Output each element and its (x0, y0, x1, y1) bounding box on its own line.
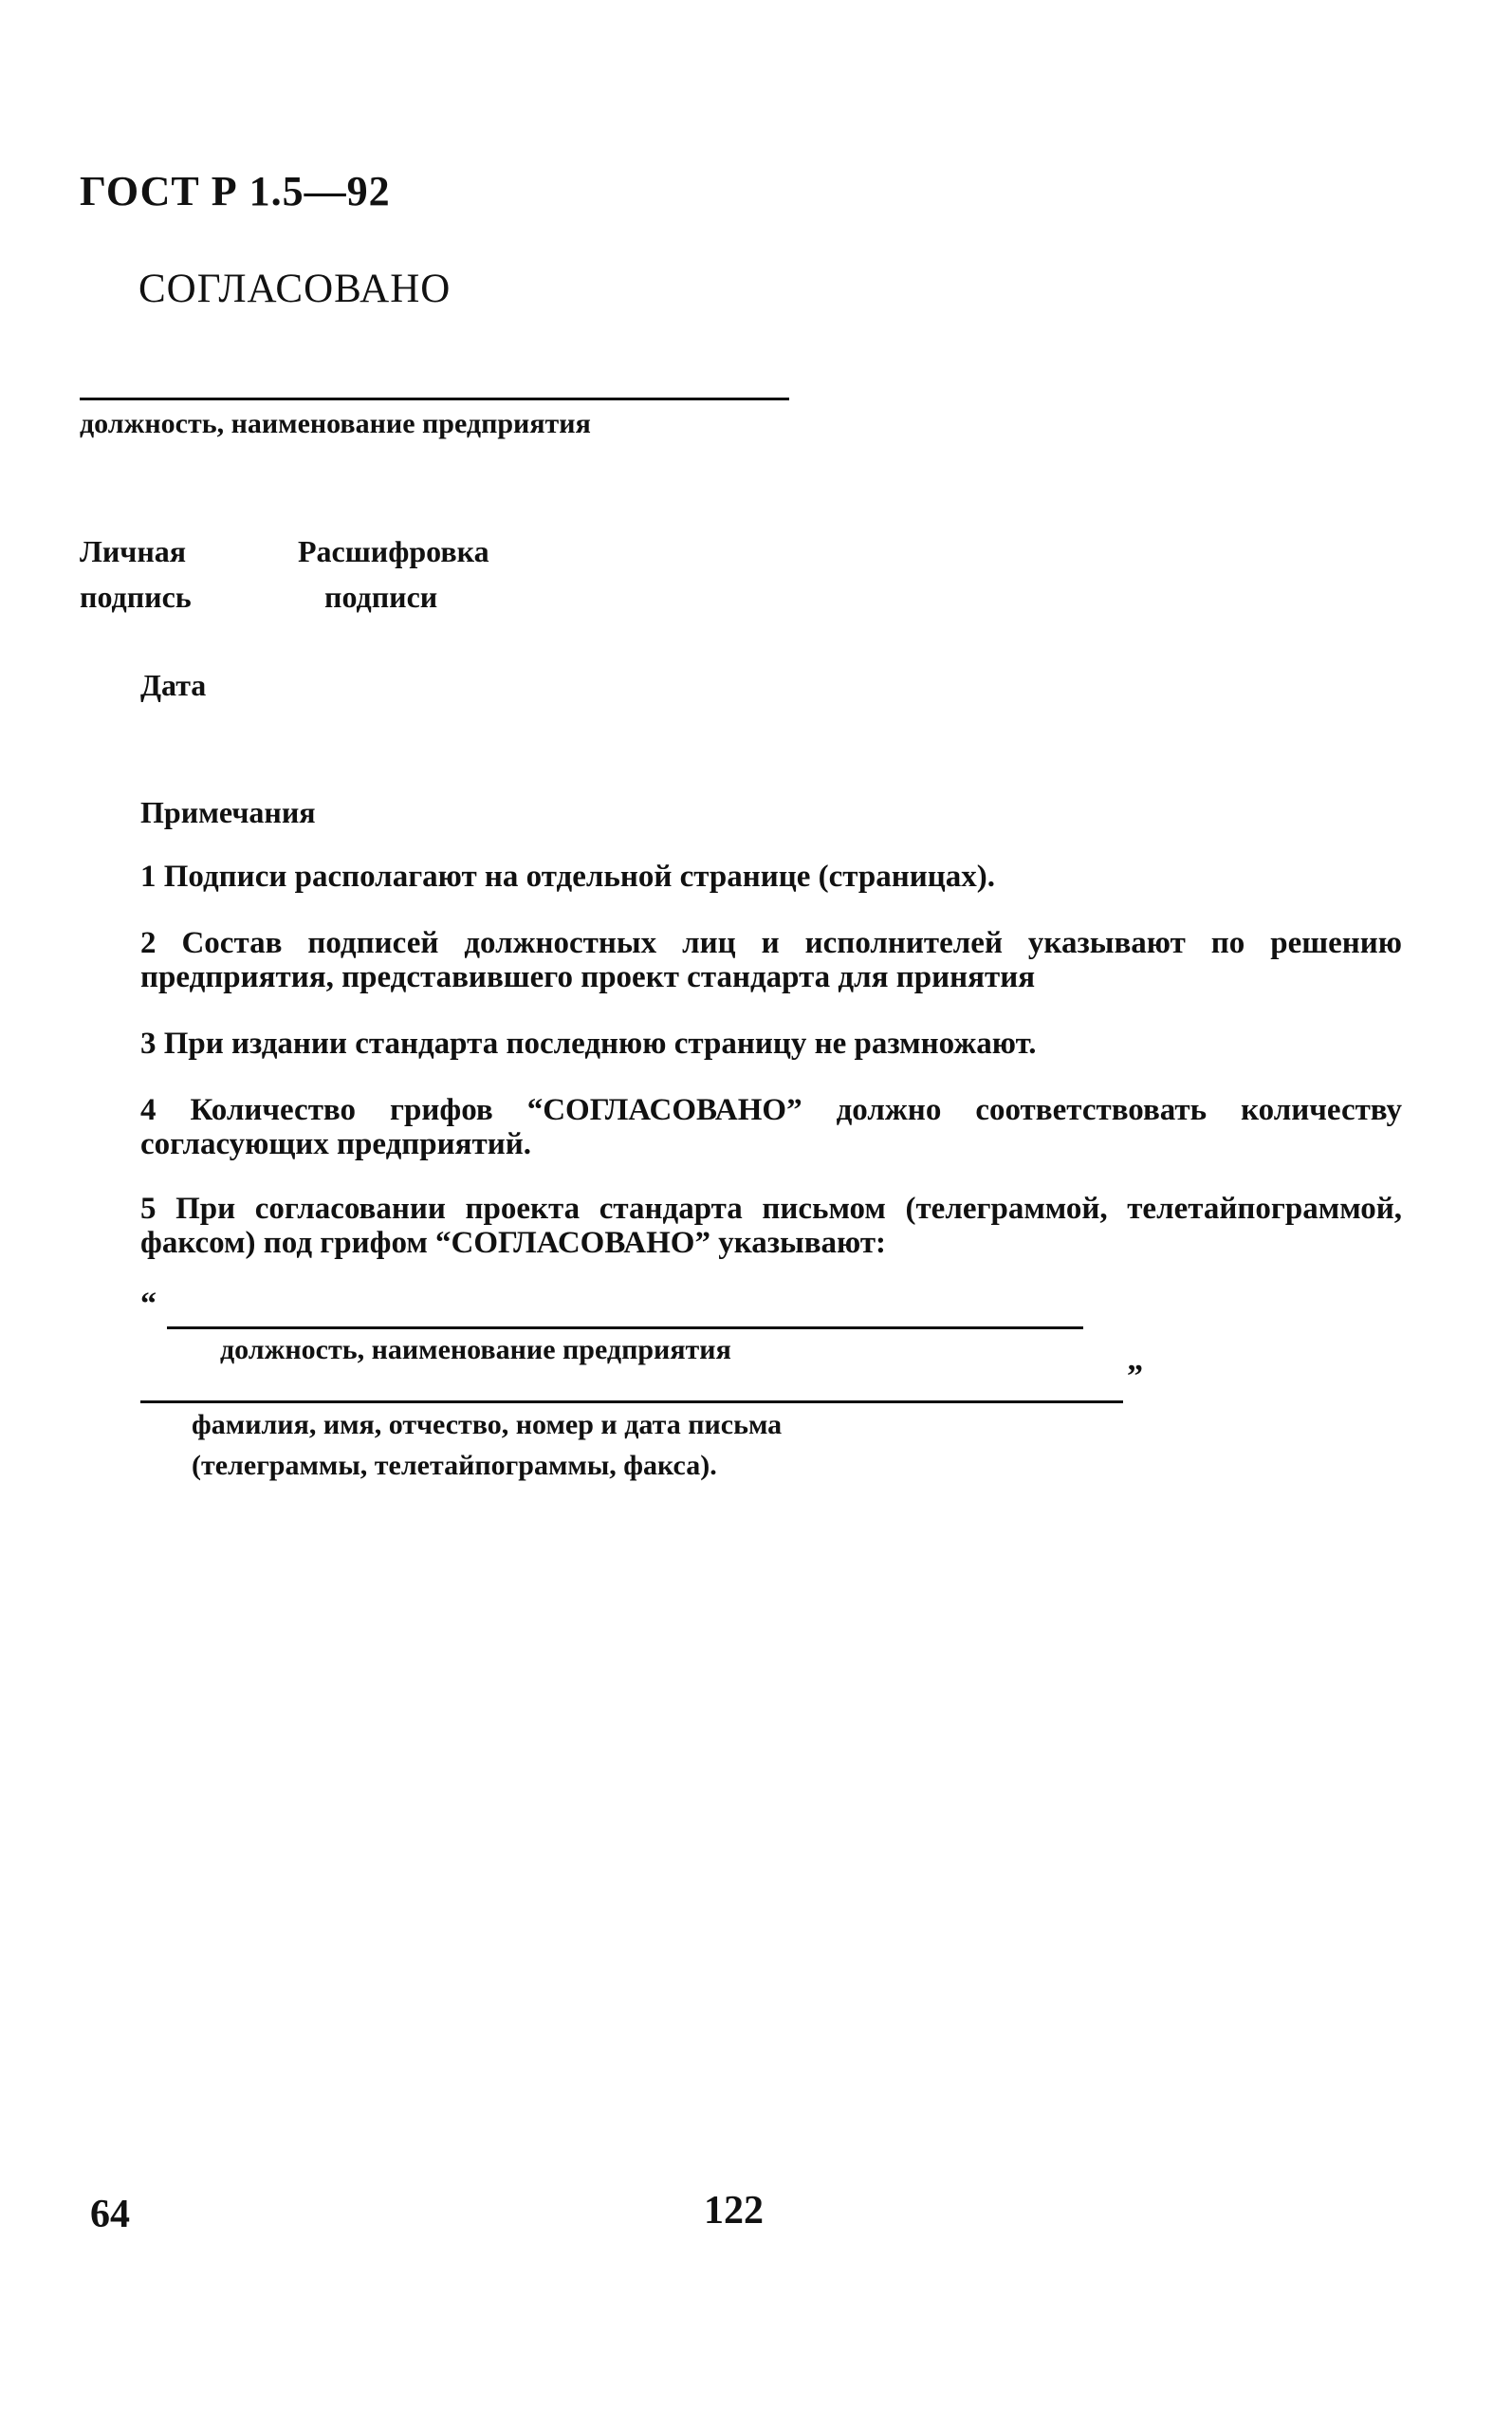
position-caption: должность, наименование предприятия (80, 408, 591, 439)
letter-position-caption: должность, наименование предприятия (220, 1334, 731, 1365)
letter-position-line (167, 1326, 1083, 1329)
signature-label-line1: Личная (80, 534, 187, 568)
letter-caption-line2: (телеграммы, телетайпограммы, факса). (192, 1450, 717, 1481)
page-number-center: 122 (704, 2189, 764, 2233)
page-number-left: 64 (90, 2193, 130, 2236)
date-label: Дата (140, 668, 207, 702)
note-item-5: 5 При согласовании проекта стандарта письмом (телеграммой, телетайпограммой, факсом) под грифом “СОГЛАСОВАНО” указывают: (140, 1192, 1402, 1260)
note-item-4: 4 Количество грифов “СОГЛАСОВАНО” должно соответствовать количеству согласующих предприятий. (140, 1093, 1402, 1161)
note-item-2: 2 Состав подписей должностных лиц и исполнителей указывают по решению предприятия, представившего проект стандарта для принятия (140, 926, 1402, 994)
note-item-3: 3 При издании стандарта последнюю страницу не размножают. (140, 1027, 1037, 1061)
close-quote: ” (1127, 1359, 1143, 1394)
decode-label-line2: подписи (324, 580, 438, 614)
notes-heading: Примечания (140, 795, 316, 829)
letter-details-line (140, 1400, 1123, 1403)
signature-label-line2: подпись (80, 580, 192, 614)
letter-caption-line1: фамилия, имя, отчество, номер и дата письма (192, 1409, 783, 1440)
note-item-1: 1 Подписи располагают на отдельной странице (страницах). (140, 860, 996, 894)
decode-label-line1: Расшифровка (298, 534, 489, 568)
approval-stamp-title: СОГЛАСОВАНО (138, 267, 452, 311)
open-quote: “ (140, 1287, 157, 1322)
position-line (80, 398, 789, 400)
standard-id: ГОСТ Р 1.5—92 (80, 168, 391, 214)
